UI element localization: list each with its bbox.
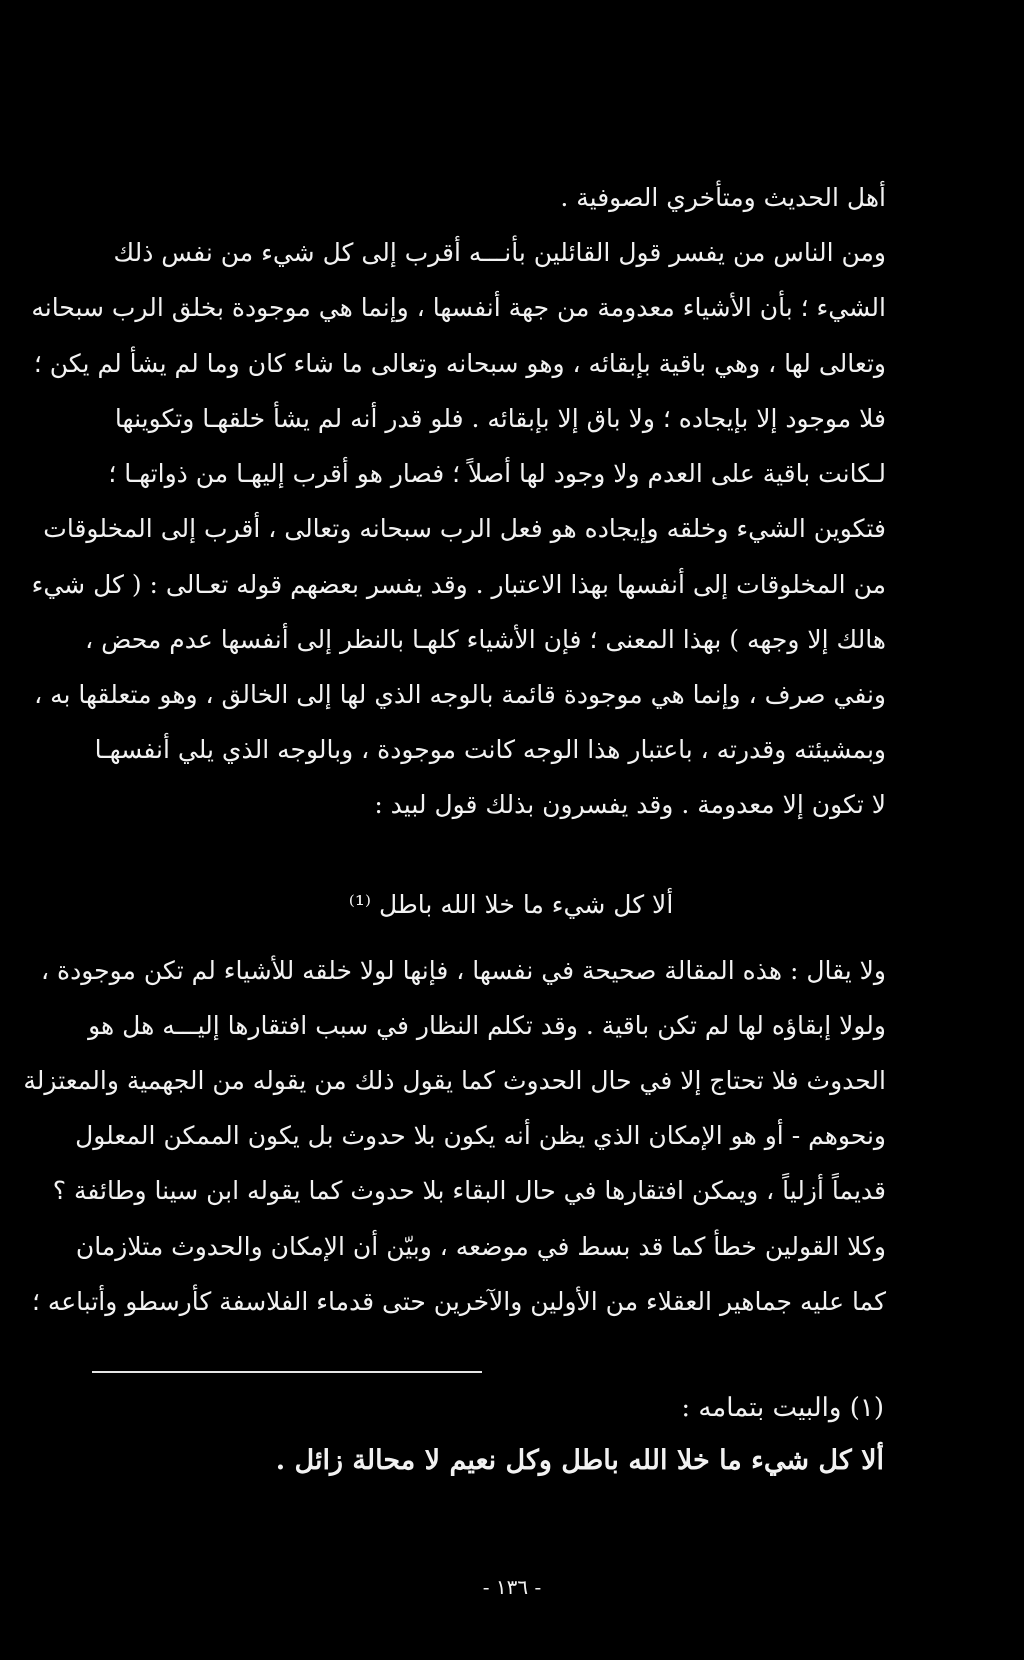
- text-line: لا تكون إلا معدومة . وقد يفسرون بذلك قول لبيد :: [374, 790, 886, 819]
- verse-line: ألا كل شيء ما خلا الله باطل ⁽¹⁾: [348, 890, 674, 919]
- text-line: ولولا إبقاؤه لها لم تكن باقية . وقد تكلم النظار في سبب افتقارها إليـــه هل هو: [88, 1011, 886, 1040]
- text-line: من المخلوقات إلى أنفسها بهذا الاعتبار . وقد يفسر بعضهم قوله تعـالى : ( كل شيء: [31, 570, 886, 599]
- text-line: ونحوهم - أو هو الإمكان الذي يظن أنه يكون بلا حدوث بل يكون الممكن المعلول: [75, 1121, 886, 1150]
- text-line: كما عليه جماهير العقلاء من الأولين والآخرين حتى قدماء الفلاسفة كأرسطو وأتباعه ؛: [31, 1287, 886, 1316]
- text-line: ومن الناس من يفسر قول القائلين بأنـــه أقرب إلى كل شيء من نفس ذلك: [113, 238, 886, 267]
- footnote-verse: ألا كل شيء ما خلا الله باطل وكل نعيم لا محالة زائل .: [275, 1445, 884, 1476]
- footnote-divider: [92, 1371, 482, 1373]
- text-line: الحدوث فلا تحتاج إلا في حال الحدوث كما يقول ذلك من يقوله من الجهمية والمعتزلة: [23, 1066, 886, 1095]
- footnote-marker: (١) والبيت بتمامه :: [681, 1393, 884, 1423]
- text-line: وكلا القولين خطأ كما قد بسط في موضعه ، وبيّن أن الإمكان والحدوث متلازمان: [75, 1232, 886, 1261]
- text-line: ونفي صرف ، وإنما هي موجودة قائمة بالوجه الذي لها إلى الخالق ، وهو متعلقها به ،: [34, 680, 886, 709]
- page-number: - ١٣٦ -: [482, 1575, 542, 1599]
- text-line: قديماً أزلياً ، ويمكن افتقارها في حال البقاء بلا حدوث كما يقوله ابن سينا وطائفة ؟: [52, 1176, 886, 1205]
- text-line: لـكانت باقية على العدم ولا وجود لها أصلاً ؛ فصار هو أقرب إليهـا من ذواتهـا ؛: [108, 459, 886, 488]
- text-line: أهل الحديث ومتأخري الصوفية .: [560, 183, 886, 212]
- text-line: ولا يقال : هذه المقالة صحيحة في نفسها ، فإنها لولا خلقه للأشياء لم تكن موجودة ،: [40, 956, 886, 985]
- text-line: وتعالى لها ، وهي باقية بإبقائه ، وهو سبحانه وتعالى ما شاء كان وما لم يشأ لم يكن ؛: [33, 349, 886, 378]
- text-line: الشيء ؛ بأن الأشياء معدومة من جهة أنفسها ، وإنما هي موجودة بخلق الرب سبحانه: [31, 293, 886, 322]
- text-line: فلا موجود إلا بإيجاده ؛ ولا باق إلا بإبقائه . فلو قدر أنه لم يشأ خلقهـا وتكوينها: [114, 404, 886, 433]
- text-line: وبمشيئته وقدرته ، باعتبار هذا الوجه كانت موجودة ، وبالوجه الذي يلي أنفسهـا: [94, 735, 886, 764]
- text-line: هالك إلا وجهه ) بهذا المعنى ؛ فإن الأشياء كلهـا بالنظر إلى أنفسها عدم محض ،: [85, 625, 886, 654]
- text-line: فتكوين الشيء وخلقه وإيجاده هو فعل الرب سبحانه وتعالى ، أقرب إلى المخلوقات: [43, 514, 886, 543]
